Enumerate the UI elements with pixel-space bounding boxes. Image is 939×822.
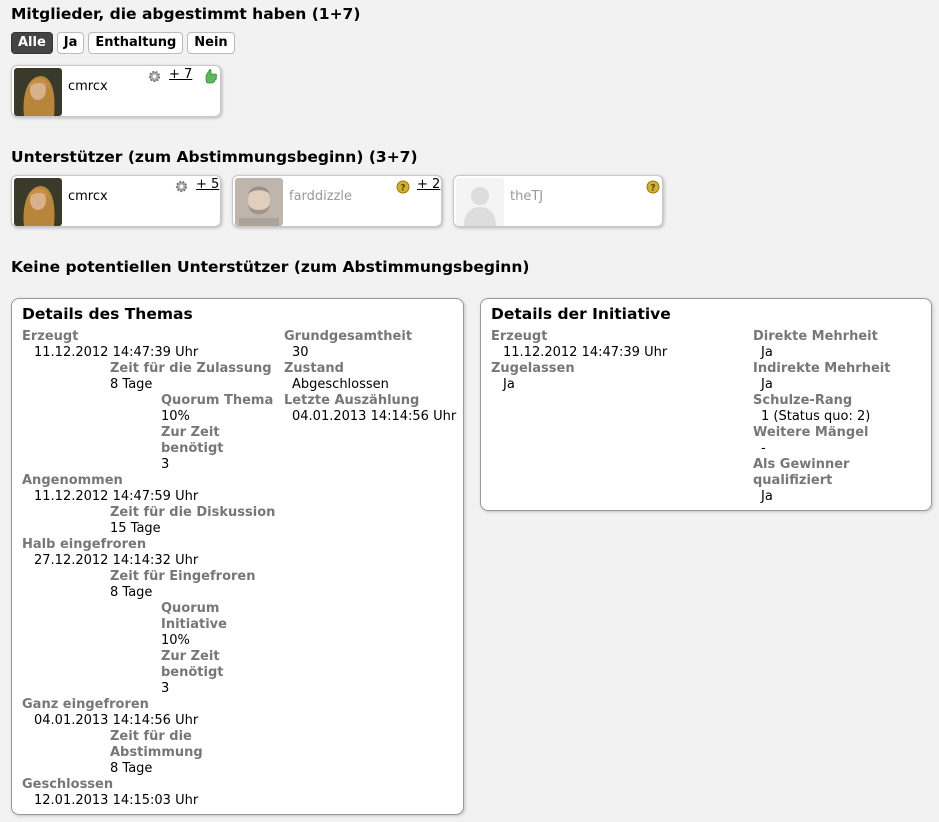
accepted-value: 11.12.2012 14:47:59 Uhr xyxy=(34,489,199,504)
voters-heading: Mitglieder, die abgestimmt haben (1+7) xyxy=(11,5,361,23)
thumb-up-icon xyxy=(204,68,218,88)
population-value: 30 xyxy=(292,345,309,360)
initiative-details-box xyxy=(480,298,932,511)
member-name[interactable]: cmrcx xyxy=(68,79,108,94)
accepted-label: Angenommen xyxy=(22,473,123,488)
voting-time-value: 8 Tage xyxy=(110,761,153,776)
direct-majority-value: Ja xyxy=(761,345,773,360)
supporter-card-cmrcx[interactable] xyxy=(11,175,221,227)
currently-needed-value: 3 xyxy=(161,457,170,472)
population-label: Grundgesamtheit xyxy=(284,329,413,344)
last-count-value: 04.01.2013 14:14:56 Uhr xyxy=(292,409,457,424)
gear-icon xyxy=(147,69,162,88)
delegation-count-link[interactable]: + 2 xyxy=(417,177,441,192)
quorum-initiative-label: Quorum xyxy=(161,601,220,616)
voter-card-cmrcx[interactable] xyxy=(11,65,221,117)
created-value: 11.12.2012 14:47:39 Uhr xyxy=(34,345,199,360)
quorum-issue-value: 10% xyxy=(161,409,190,424)
potential-supporters-heading: Keine potentiellen Unterstützer (zum Abstimmungsbeginn) xyxy=(11,258,530,276)
fully-frozen-value: 04.01.2013 14:14:56 Uhr xyxy=(34,713,199,728)
indirect-majority-value: Ja xyxy=(761,377,773,392)
fully-frozen-label: Ganz eingefroren xyxy=(22,697,149,712)
other-defects-value: - xyxy=(761,441,766,456)
currently-needed-label: Zur Zeit xyxy=(161,425,220,440)
supporters-heading: Unterstützer (zum Abstimmungsbeginn) (3+7) xyxy=(11,148,418,166)
admitted-label: Zugelassen xyxy=(491,361,575,376)
created-label: Erzeugt xyxy=(22,329,79,344)
filter-yes-button[interactable]: Ja xyxy=(57,32,85,54)
issue-details-box xyxy=(11,298,464,815)
avatar[interactable] xyxy=(14,178,62,226)
winner-label-2: qualifiziert xyxy=(753,473,833,488)
half-frozen-label: Halb eingefroren xyxy=(22,537,147,552)
schulze-rank-value: 1 (Status quo: 2) xyxy=(761,409,871,424)
initiative-details-title: Details der Initiative xyxy=(491,305,671,323)
issue-details-title: Details des Themas xyxy=(22,305,193,323)
question-icon xyxy=(646,179,660,198)
winner-value: Ja xyxy=(761,489,773,504)
supporter-card-farddizzle[interactable] xyxy=(232,175,442,227)
avatar[interactable] xyxy=(456,178,504,226)
frozen-time-label: Zeit für Eingefroren xyxy=(110,569,256,584)
half-frozen-value: 27.12.2012 14:14:32 Uhr xyxy=(34,553,199,568)
created-value: 11.12.2012 14:47:39 Uhr xyxy=(503,345,668,360)
direct-majority-label: Direkte Mehrheit xyxy=(753,329,878,344)
avatar[interactable] xyxy=(235,178,283,226)
needed2-label: Zur Zeit xyxy=(161,649,220,664)
state-value: Abgeschlossen xyxy=(292,377,389,392)
other-defects-label: Weitere Mängel xyxy=(753,425,869,440)
member-name[interactable]: theTJ xyxy=(510,189,544,204)
gear-icon xyxy=(174,179,189,198)
indirect-majority-label: Indirekte Mehrheit xyxy=(753,361,891,376)
quorum-initiative-label-2: Initiative xyxy=(161,617,227,632)
member-name[interactable]: cmrcx xyxy=(68,189,108,204)
voting-time-label-2: Abstimmung xyxy=(110,745,203,760)
question-icon xyxy=(396,179,410,198)
schulze-rank-label: Schulze-Rang xyxy=(753,393,853,408)
vote-filter-bar xyxy=(11,32,235,54)
last-count-label: Letzte Auszählung xyxy=(284,393,420,408)
filter-all-button[interactable]: Alle xyxy=(11,32,53,54)
delegation-count-link[interactable]: + 5 xyxy=(196,177,220,192)
svg-text:?: ? xyxy=(400,183,406,194)
supporter-card-thetj[interactable] xyxy=(453,175,663,227)
delegation-count-link[interactable]: + 7 xyxy=(169,67,193,82)
created-label: Erzeugt xyxy=(491,329,548,344)
state-label: Zustand xyxy=(284,361,344,376)
currently-needed-label-2: benötigt xyxy=(161,441,224,456)
avatar[interactable] xyxy=(14,68,62,116)
winner-label: Als Gewinner xyxy=(753,457,850,472)
closed-label: Geschlossen xyxy=(22,777,114,792)
member-name[interactable]: farddizzle xyxy=(289,189,353,204)
admission-time-value: 8 Tage xyxy=(110,377,153,392)
admission-time-label: Zeit für die Zulassung xyxy=(110,361,272,376)
discussion-time-label: Zeit für die Diskussion xyxy=(110,505,276,520)
filter-abstention-button[interactable]: Enthaltung xyxy=(88,32,183,54)
admitted-value: Ja xyxy=(503,377,515,392)
voting-time-label: Zeit für die xyxy=(110,729,192,744)
needed2-value: 3 xyxy=(161,681,170,696)
filter-no-button[interactable]: Nein xyxy=(187,32,234,54)
svg-text:?: ? xyxy=(650,183,656,194)
frozen-time-value: 8 Tage xyxy=(110,585,153,600)
quorum-initiative-value: 10% xyxy=(161,633,190,648)
discussion-time-value: 15 Tage xyxy=(110,521,161,536)
closed-value: 12.01.2013 14:15:03 Uhr xyxy=(34,793,199,808)
needed2-label-2: benötigt xyxy=(161,665,224,680)
quorum-issue-label: Quorum Thema xyxy=(161,393,274,408)
